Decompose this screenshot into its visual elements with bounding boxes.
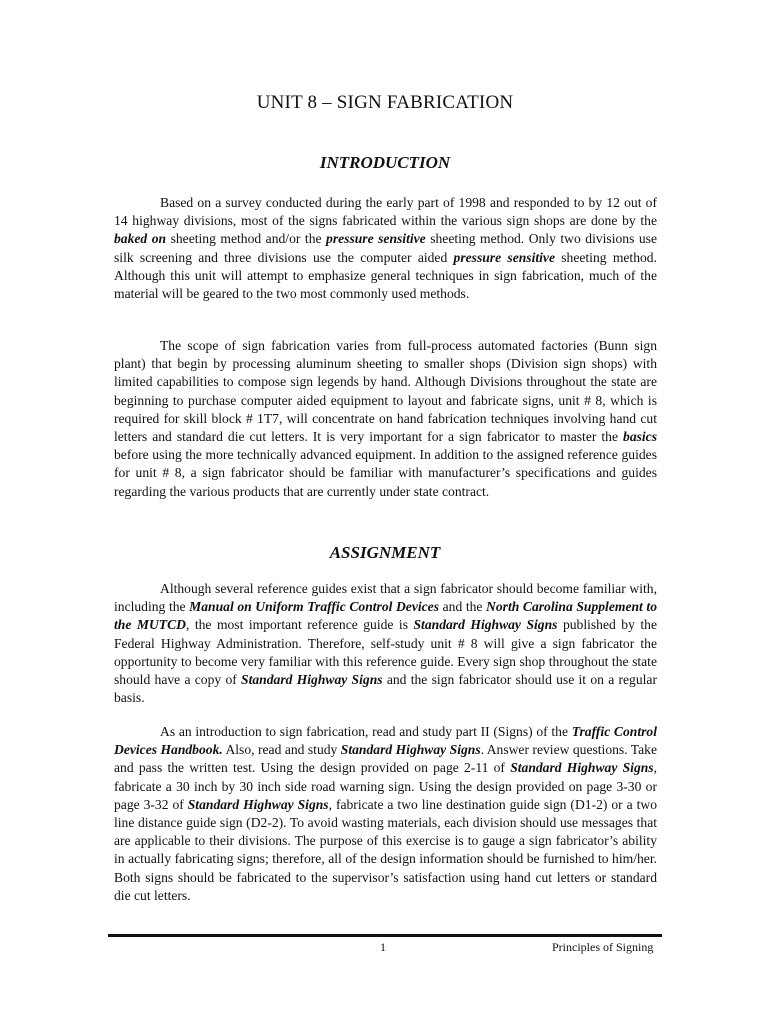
page-title: UNIT 8 – SIGN FABRICATION (256, 92, 514, 113)
page-number: 1 (380, 940, 386, 954)
assignment-paragraph-1: Although several reference guides exist that a sign fabricator should become familiar with, including the Manual on Uniform Traffic Control Devices and the North Carolina Supplement to the MUTCD, the most important reference guide is Standard Highway Signs published by the Federal Highway Administration. Therefore, self-study unit # 8 will give a sign fabricator the opportunity to become very familiar with this reference guide. Every sign shop throughout the state should have a copy of Standard Highway Signs and the sign fabricator should use it on a regular basis. (114, 581, 657, 706)
introduction-paragraph-1: Based on a survey conducted during the early part of 1998 and responded to by 12 out of 14 highway divisions, most of the signs fabricated within the various sign shops are done by the baked on sheeting method and/or the pressure sensitive sheeting method. Only two divisions use silk screening and three divisions use the computer aided pressure sensitive sheeting method. Although this unit will attempt to emphasize general techniques in sign fabrication, much of the material will be geared to the two most commonly used methods. (114, 195, 657, 302)
assignment-heading: ASSIGNMENT (329, 543, 441, 562)
assignment-paragraph-2: As an introduction to sign fabrication, read and study part II (Signs) of the Traffic Control Devices Handbook. Also, read and study Standard Highway Signs. Answer review questions. Take and pass the written test. Using the design provided on page 2-11 of Standard Highway Signs, fabricate a 30 inch by 30 inch side road warning sign. Using the design provided on page 3-30 or page 3-32 of Standard Highway Signs, fabricate a two line destination guide sign (D1-2) or a two line distance guide sign (D2-2). To avoid wasting materials, each division should use messages that are applicable to their divisions. The purpose of this exercise is to gauge a sign fabricator’s ability in actually fabricating signs; therefore, all of the design information should be furnished to him/her. Both signs should be fabricated to the supervisor’s satisfaction using hand cut letters or standard die cut letters. (114, 724, 658, 903)
footer-rule (108, 934, 662, 937)
introduction-paragraph-2: The scope of sign fabrication varies from full-process automated factories (Bunn sign plant) that begin by processing aluminum sheeting to smaller shops (Division sign shops) with limited capabilities to compose sign legends by hand. Although Divisions throughout the state are beginning to purchase computer aided equipment to layout and fabricate signs, unit # 8, which is required for skill block # 1T7, will concentrate on hand fabrication techniques involving hand cut letters and standard die cut letters. It is very important for a sign fabricator to master the basics before using the more technically advanced equipment. In addition to the assigned reference guides for unit # 8, a sign fabricator should be familiar with manufacturer’s specifications and guides regarding the various products that are currently under state contract. (114, 338, 657, 499)
introduction-heading: INTRODUCTION (319, 153, 451, 172)
running-title: Principles of Signing (552, 940, 654, 954)
